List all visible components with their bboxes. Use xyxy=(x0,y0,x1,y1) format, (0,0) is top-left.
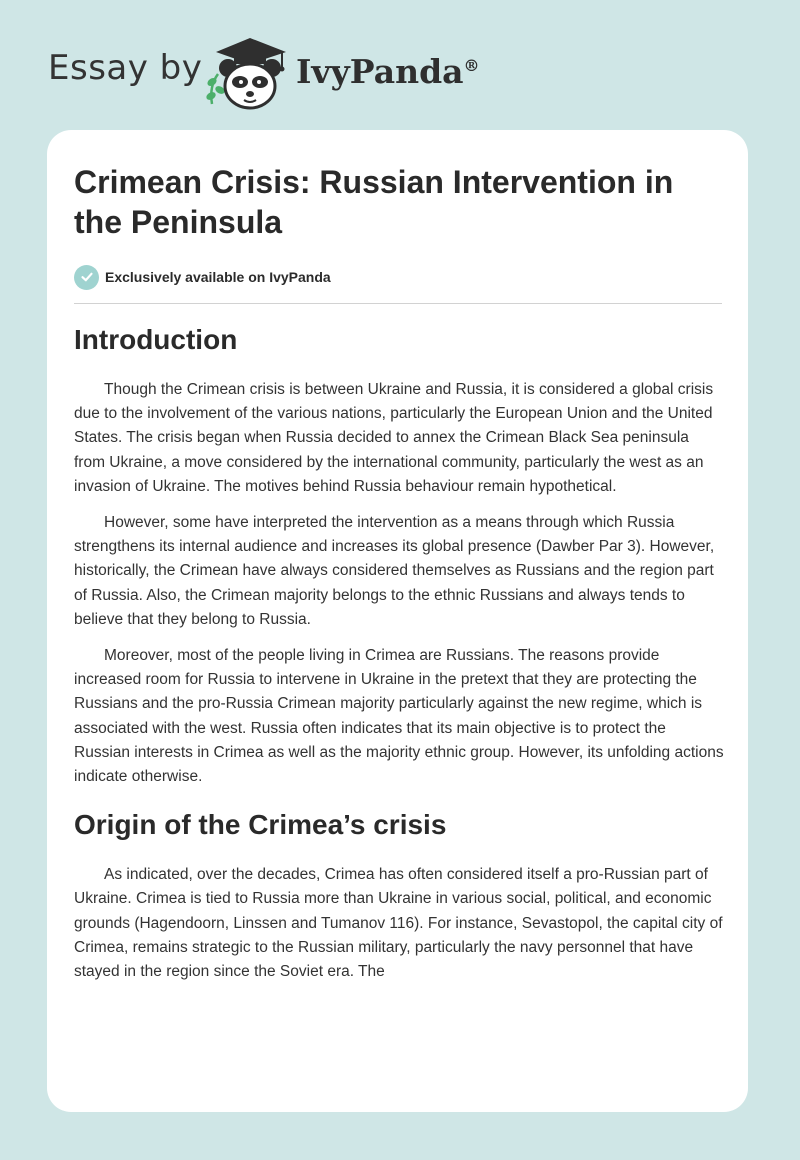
paragraph: Moreover, most of the people living in Crimea are Russians. The reasons provide increased room for Russia to intervene in Ukraine in the pretext that they are protecting the Russians and the pro-Russia Crimean majority particularly against the new regime, which is associated with the west. Russia often indicates that its main objective is to protect the Russian interests in Crimea as well as the majority ethnic group. However, its unfolding actions indicate otherwise. xyxy=(74,647,724,786)
registered-mark: ® xyxy=(463,56,480,75)
exclusive-badge xyxy=(74,264,331,290)
essay-title: Crimean Crisis: Russian Intervention in the Peninsula xyxy=(74,164,674,240)
paragraph: As indicated, over the decades, Crimea has often considered itself a pro-Russian part of Ukraine. Crimea is tied to Russia more than Ukraine in various social, political, and economic grounds (Hagendoorn, Linssen and Tumanov 116). For instance, Sevastopol, the capital city of Crimea, remains strategic to the Russian military, particularly the navy personnel that have stayed in the region since the Soviet era. The xyxy=(74,866,723,981)
section-heading-introduction: Introduction xyxy=(74,324,238,355)
exclusive-label: Exclusively available on IvyPanda xyxy=(105,269,331,285)
section-heading-origin: Origin of the Crimea’s crisis xyxy=(74,809,447,841)
essay-by-label: Essay by xyxy=(48,48,203,88)
brand-name[interactable]: IvyPanda® xyxy=(296,52,480,91)
essay-body xyxy=(74,322,724,996)
panda-graduate-icon[interactable] xyxy=(202,34,292,110)
title-divider xyxy=(74,303,722,304)
essay-card xyxy=(47,130,748,1112)
paragraph: Though the Crimean crisis is between Ukraine and Russia, it is considered a global crisis due to the involvement of the various nations, particularly the European Union and the United States. The crisis began when Russia decided to annex the Crimean Black Sea peninsula from Ukraine, a move considered by the international community, particularly the west as an invasion of Ukraine. The motives behind Russia behaviour remain hypothetical. xyxy=(74,381,714,495)
paragraph: However, some have interpreted the intervention as a means through which Russia strengthens its internal audience and increases its global presence (Dawber Par 3). However, historically, the Crimean have always considered themselves as Russians and the region part of Russia. Also, the Crimean majority belongs to the ethnic Russians and always tends to believe that they belong to Russia. xyxy=(74,514,715,628)
site-header xyxy=(48,34,548,110)
check-icon xyxy=(74,265,99,290)
